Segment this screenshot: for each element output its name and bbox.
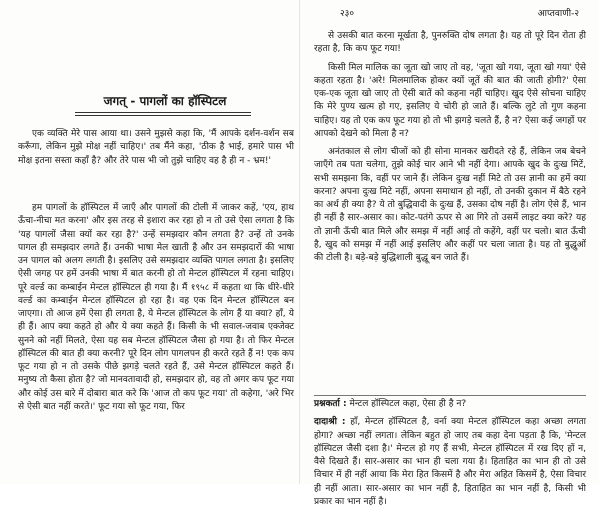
answer-line [314,416,586,509]
page-number: २३० [340,9,355,19]
left-page [0,0,300,484]
question-line [314,398,586,411]
left-paragraph-block-1 [18,128,294,168]
left-paragraph-block-2 [18,202,294,414]
running-header [310,6,587,20]
chapter-title: जगत् - पागलों का हॉस्पिटल [103,94,227,108]
paragraph: से उसकी बात करना मूर्खता है, पुनरुक्ति दोष लगता है। यह तो पूरे दिन रोता ही रहता है, कि कप फूट गया! [314,31,586,55]
answer-speaker: दादाश्री : [314,417,346,428]
dialogue-block [314,398,586,509]
section-divider [314,395,586,396]
running-title: आप्तवाणी-२ [537,9,579,19]
right-body-text [314,30,586,265]
right-page [300,0,599,507]
title-underline [75,112,251,113]
question-speaker: प्रश्नकर्ता : [314,399,347,409]
paragraph: अनंतकाल से लोग चीजों को ही सोना मानकर खरीदते रहे हैं, लेकिन जब बेचने जाएँगे तब पता चलेगा, तुझे कोई चार आने भी नहीं देगा। आपके खुद के दुःख मिटें, सभी समझना कि, वहीं पर जाने हैं। लेकिन दुःख नहीं मिटे तो उस ज्ञानी का हमें क्या करना? अपना दुःख मिटे नहीं, अपना समाधान हो नहीं, तो उनकी दुकान में बैठे रहने का अर्थ ही क्या है? ये तो बुद्धिवादी के दुःख हैं, उसका दोष नहीं है। लोग ऐसे हैं, भान ही नहीं है सार-असार का। कोट-पतंगे ऊपर से आ गिरे तो उसमें लाइट क्या करे? यह तो ज्ञानी ऊँची बात मिले और समझ में नहीं आई तो कहेंगे, वहीं पर चलो। बात ऊँची है, खुद को समझ में नहीं आई इसलिए और कहीं पर चला जाता है। यह तो बुद्धुओं की टोली है। बड़े-बड़े बुद्धिशाली बुद्धू बन जाते हैं। [314,147,586,263]
title-underline-double [75,115,251,116]
paragraph: किसी मिल मालिक का जूता खो जाए तो वह, 'जूता खो गया, जूता खो गया' ऐसे कहता रहता है। 'अरे! मिलमालिक होकर क्यों जूतें की बात की जाती होगी?' ऐसा एक-एक जूता खो जाए तो ऐसी बातें को कहना नहीं चाहिए। खुद ऐसे सोचना चाहिए कि मेरे पुण्य खत्म हो गए, इसलिए ये चोरी हो जाते हैं। बल्कि लुटे तो गुण कहना चाहिए। यह तो एक कप फूट गया हो तो भी झगड़े चलते हैं, है न? ऐसा कई जगहों पर आपको देखने को मिला है न? [314,62,586,139]
paragraph: हम पागलों के हॉस्पिटल में जाएँ और पागलों की टोली में जाकर कहें, 'एय, हाथ ऊँचा-नीचा मत करना' और इस तरह से इशारा कर रहा हो न तो उसे ऐसा लगता है कि 'यह पागलों जैसा क्यों कर रहा है?' उन्हें समझदार कौन लगता है? उन्हें तो उनके पागल ही समझदार लगते हैं। उनकी भाषा मेल खाती है और उन समझदारों की भाषा उन पागल को अलग लगती है। इसलिए उसे समझदार व्यक्ति पागल लगता है। इसलिए ऐसी जगह पर हमें उनकी भाषा में बात करनी हो तो मेन्टल हॉस्पिटल में रहना चाहिए। पूरे वर्ल्ड का कम्बाईन मेन्टल हॉस्पिटल ही गया है। मैं १९५८ में कहता था कि धीरे-धीरे वर्ल्ड का कम्बाईन मेन्टल हॉस्पिटल हो रहा है। वह एक दिन मेन्टल हॉस्पिटल बन जाएगा। तो आज हमें ऐसा ही लगता है, ये मेन्टल हॉस्पिटल के लोग हैं या क्या? हाँ, ये ही हैं। आप क्या कहते हो और ये क्या कहते हैं। किसी के भी सवाल-जवाब एक्जेक्ट सुनने को नहीं मिलते, ऐसा यह सब मेन्टल हॉस्पिटल जैसा हो गया है। तो फिर मेन्टल हॉस्पिटल की बात ही क्या करनी? पूरे दिन लोग पागलपन ही करते रहते हैं न! एक कप फूट गया हो न तो उसके पीछे झगड़े चलते रहते हैं, उसे मेन्टल हॉस्पिटल कहते हैं। मनुष्य तो कैसा होता है? जो मानवतावादी हो, समझदार हो, वह तो अगर कप फूट गया और कोई उस बारे में दोबारा बात करे कि 'आज तो कप फूट गया' तो कहेगा, 'अरे भिर से ऐसी बात नहीं करते।' फूट गया सो फूट गया, फिर [18,203,294,412]
question-text: मेन्टल हॉस्पिटल कहा, ऐसा ही है न? [349,399,467,409]
answer-text: हाँ, मेन्टल हॉस्पिटल है, वर्ना क्या मेन्टल हॉस्पिटल कहा अच्छा लगता होगा? अच्छा नहीं लगता। लेकिन बहुत हो जाए तब कहा देना पड़ता है कि, 'मेन्टल हॉस्पिटल जैसी दशा है।' मेन्टल हो गए हैं सभी, मेन्टल हॉस्पिटल में रख दिए हों न, वैसे दिखते हैं। सार-असार का भान ही चला गया है। हिताहित का भान ही तो उसे विचार में ही नहीं आया कि मेरा हित किसमें है और मेरा अहित किसमें है, ऐसा विचार ही नहीं आता। सार-असार का भान नहीं है, हिताहित का भान नहीं है, किसी भी प्रकार का भान नहीं है। [314,417,586,507]
paragraph: एक व्यक्ति मेरे पास आया था। उसने मुझसे कहा कि, 'मैं आपके दर्शन-वर्शन सब करूँगा, लेकिन मुझे मोक्ष नहीं चाहिए।' तब मैंने कहा, 'ठीक है भाई, हमारे पास भी मोक्ष इतना सस्ता कहाँ है? और तेरे पास भी जो तुझे चाहिए वह है ही न - भ्रम!' [18,129,294,166]
